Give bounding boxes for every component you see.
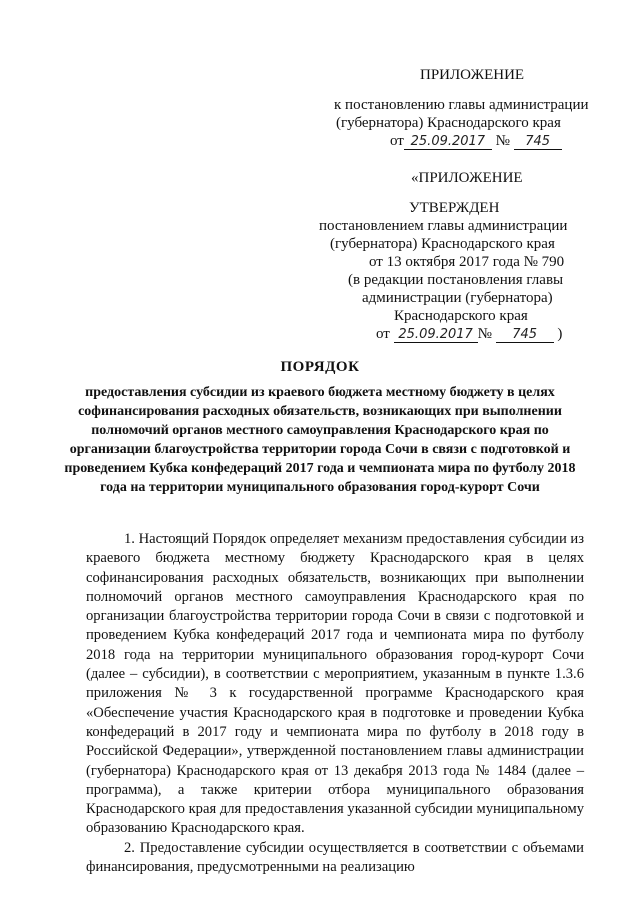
approval-approved-label: УТВЕРЖДЕН xyxy=(409,200,500,216)
approval-appendix-label: «ПРИЛОЖЕНИЕ xyxy=(411,170,523,186)
approval-admin-line: администрации (губернатора) xyxy=(362,290,553,306)
paragraph-1: 1. Настоящий Порядок определяет механизм предоставления субсидии из краевого бюджета местному бюджету Краснодарского края в целях софинансирования расходных обязательств, возникающих при выполнении полномочий органов местного самоуправления Краснодарского края по организации благоустройства территории города Сочи в связи с подготовкой и проведением Кубка конфедераций 2017 года и чемпионата мира по футболу 2018 года на территории муниципального образования город-курорт Сочи (далее – субсидии), в соответствии с мероприятием, указанным в пункте 1.3.6 приложения № 3 к государственной программе Краснодарского края «Обеспечение участия Краснодарского края в подготовке и проведении Кубка конфедераций в 2017 году и чемпионата мира по футболу в 2018 году в Российской Федерации», утвержденной постановлением главы администрации (губернатора) Краснодарского края от 13 декабря 2013 года № 1484 (далее – программа), а также критерии отбора муниципального образования Краснодарского края для предоставления указанной субсидии муниципальному образованию Краснодарского края. xyxy=(86,531,584,837)
header-line-decree: к постановлению главы администрации xyxy=(334,97,589,113)
approval-governor-line: (губернатора) Краснодарского края xyxy=(330,236,555,252)
approval-handwritten-line xyxy=(376,325,562,343)
approval-region-line: Краснодарского края xyxy=(394,308,528,324)
approval-handwritten-number: 745 xyxy=(496,328,554,343)
document-body xyxy=(86,530,584,877)
approval-handwritten-date: 25.09.2017 xyxy=(394,328,478,343)
approval-from-prefix: от xyxy=(376,326,390,342)
approval-date-line: от 13 октября 2017 года № 790 xyxy=(369,254,565,270)
approval-decree-line: постановлением главы администрации xyxy=(319,218,568,234)
header-handwritten-date: 25.09.2017 xyxy=(404,135,492,150)
document-title-block xyxy=(60,358,580,497)
header-handwritten-number: 745 xyxy=(514,135,562,150)
document-title: ПОРЯДОК xyxy=(280,359,360,375)
approval-edition-line: (в редакции постановления главы xyxy=(348,272,564,288)
header-number-symbol: № xyxy=(495,133,510,149)
header-line-governor: (губернатора) Краснодарского края xyxy=(336,115,561,131)
header-from-prefix: от xyxy=(390,133,404,149)
document-subtitle: предоставления субсидии из краевого бюджета местному бюджету в целях софинансирования расходных обязательств, возникающих при выполнении полномочий органов местного самоуправления Краснодарского края по организации благоустройства территории города Сочи в связи с подготовкой и проведением Кубка конфедераций 2017 года и чемпионата мира по футболу 2018 года на территории муниципального образования город-курорт Сочи xyxy=(64,385,576,495)
paragraph-2: 2. Предоставление субсидии осуществляется в соответствии с объемами финансирования, предусмотренными на реализацию xyxy=(86,839,584,876)
header-date-line xyxy=(390,132,562,150)
approval-number-symbol: № xyxy=(477,326,492,342)
header-title: ПРИЛОЖЕНИЕ xyxy=(420,67,525,83)
approval-closing-paren: ) xyxy=(557,326,563,342)
